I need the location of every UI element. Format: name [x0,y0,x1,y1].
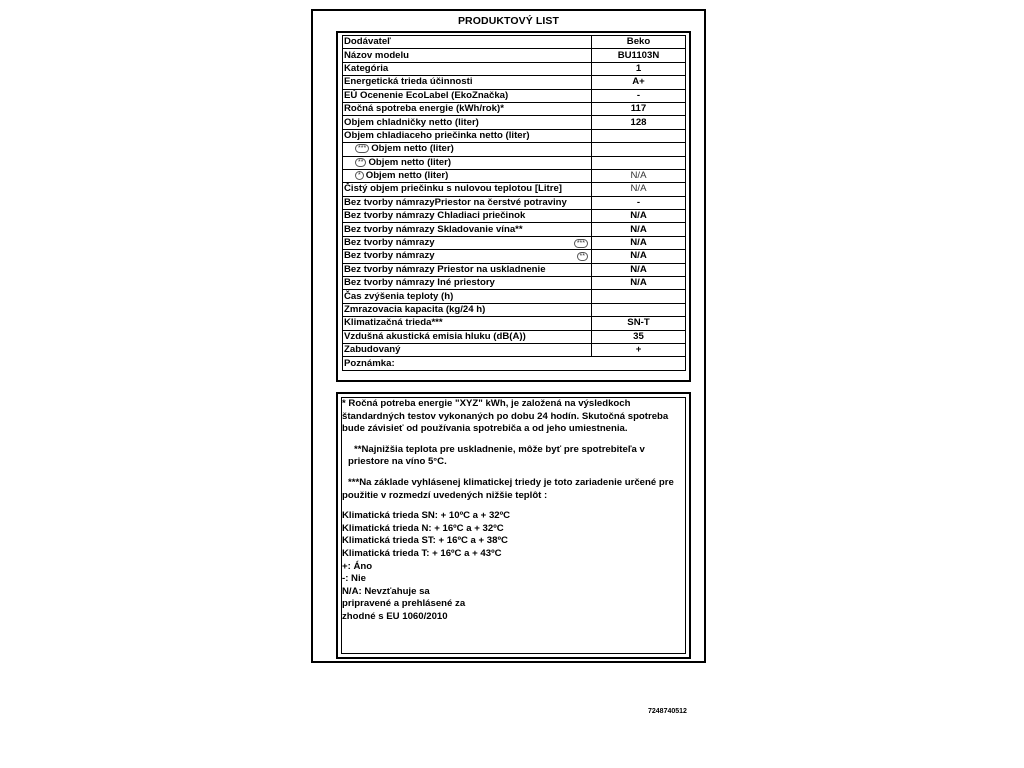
table-row [343,62,686,75]
table-row [343,36,686,49]
row-value: - [592,196,686,209]
legend-line: Klimatická trieda ST: + 16ºC a + 38ºC [342,535,508,547]
row-value: SN-T [592,317,686,330]
table-row [343,277,686,290]
spec-table [342,35,686,371]
sheet-title: PRODUKTOVÝ LIST [457,15,560,27]
row-label: Bez tvorby námrazy Priestor na uskladnenie [343,263,592,276]
row-label: EÚ Ocenenie EcoLabel (EkoZnačka) [343,89,592,102]
row-value: N/A [592,169,686,182]
notes-text [342,398,685,624]
table-row [343,303,686,316]
row-label: Dodávateľ [343,36,592,49]
legend-line: pripravené a prehlásené za [342,598,466,610]
row-value: 35 [592,330,686,343]
row-label: Bez tvorby námrazy [344,237,435,249]
row-value: 117 [592,102,686,115]
table-row [343,156,686,169]
table-row [343,143,686,156]
row-label-with-star [343,156,592,169]
table-row [343,223,686,236]
row-value: N/A [592,210,686,223]
row-label: Objem netto (liter) [365,170,449,182]
row-value [592,303,686,316]
row-value: N/A [592,183,686,196]
document-code: 7248740512 [648,708,687,715]
two-star-icon: ** [577,252,588,261]
table-row [343,236,686,249]
legend-line: Klimatická trieda T: + 16ºC a + 43ºC [342,547,502,559]
table-row [343,169,686,182]
notes-frame [336,392,691,659]
row-label: Názov modelu [343,49,592,62]
table-row [343,330,686,343]
row-value: - [592,89,686,102]
legend-line: zhodné s EU 1060/2010 [342,610,448,622]
row-label: Objem netto (liter) [368,156,452,168]
row-label: Zabudovaný [343,343,592,356]
row-label: Poznámka: [343,357,686,370]
table-row [343,183,686,196]
row-label: Klimatizačná trieda*** [343,317,592,330]
note-wine: **Najnižšia teplota pre uskladnenie, môže byť pre spotrebiteľa v priestore na víno 5°C. [348,443,645,468]
row-label: Čas zvýšenia teploty (h) [343,290,592,303]
table-row [343,210,686,223]
table-row [343,317,686,330]
row-label-with-star [343,236,592,249]
row-value: + [592,343,686,356]
row-value: N/A [592,263,686,276]
two-star-icon: ** [355,158,366,167]
table-row [343,357,686,370]
row-value: N/A [592,277,686,290]
row-value: N/A [592,223,686,236]
notes-legend [342,510,685,623]
row-value: N/A [592,250,686,263]
legend-line: +: Áno [342,560,373,572]
note-energy: * Ročná potreba energie "XYZ" kWh, je založená na výsledkoch štandardných testov vykonaných po dobu 24 hodín. Skutočná spotreba bude závisieť od používania spotrebiča a od jeho umiestnenia. [342,398,669,435]
row-label-with-star [343,143,592,156]
row-value: BU1103N [592,49,686,62]
table-row [343,116,686,129]
row-label: Kategória [343,62,592,75]
row-label: Zmrazovacia kapacita (kg/24 h) [343,303,592,316]
table-row [343,76,686,89]
table-row [343,49,686,62]
row-label: Bez tvorby námrazy Chladiaci priečinok [343,210,592,223]
table-row [343,89,686,102]
row-value: 128 [592,116,686,129]
table-row [343,129,686,142]
table-row [343,250,686,263]
row-label-with-star [343,250,592,263]
row-label: Ročná spotreba energie (kWh/rok)* [343,102,592,115]
legend-line: Klimatická trieda N: + 16ºC a + 32ºC [342,522,504,534]
row-label: Čistý objem priečinku s nulovou teplotou [Litre] [343,183,592,196]
table-row [343,196,686,209]
table-row [343,343,686,356]
row-value [592,156,686,169]
legend-line: Klimatická trieda SN: + 10ºC a + 32ºC [342,510,511,522]
row-value: 1 [592,62,686,75]
note-climate: ***Na základe vyhlásenej klimatickej triedy je toto zariadenie určené pre použitie v rozmedzí uvedených nižšie teplôt : [342,476,674,501]
row-label: Bez tvorby námrazy [344,250,435,262]
row-label: Objem chladničky netto (liter) [343,116,592,129]
row-value [592,143,686,156]
row-label: Objem chladiaceho priečinka netto (liter) [343,129,592,142]
legend-line: N/A: Nevzťahuje sa [342,585,430,597]
table-row [343,263,686,276]
table-row [343,102,686,115]
legend-line: -: Nie [342,573,366,585]
row-value: Beko [592,36,686,49]
product-sheet [311,9,706,663]
three-star-icon: *** [355,144,369,153]
row-label: Bez tvorby námrazy Iné priestory [343,277,592,290]
row-value [592,290,686,303]
row-label: Vzdušná akustická emisia hluku (dB(A)) [343,330,592,343]
spec-table-frame [336,31,691,382]
row-value [592,129,686,142]
table-row [343,290,686,303]
row-label: Bez tvorby námrazy Skladovanie vína** [343,223,592,236]
row-label-with-star [343,169,592,182]
row-value: A+ [592,76,686,89]
one-star-icon: * [355,171,364,180]
row-label: Objem netto (liter) [371,143,454,155]
row-value: N/A [592,236,686,249]
row-label: Energetická trieda účinnosti [343,76,592,89]
three-star-icon: *** [574,239,588,248]
row-label: Bez tvorby námrazyPriestor na čerstvé potraviny [343,196,592,209]
